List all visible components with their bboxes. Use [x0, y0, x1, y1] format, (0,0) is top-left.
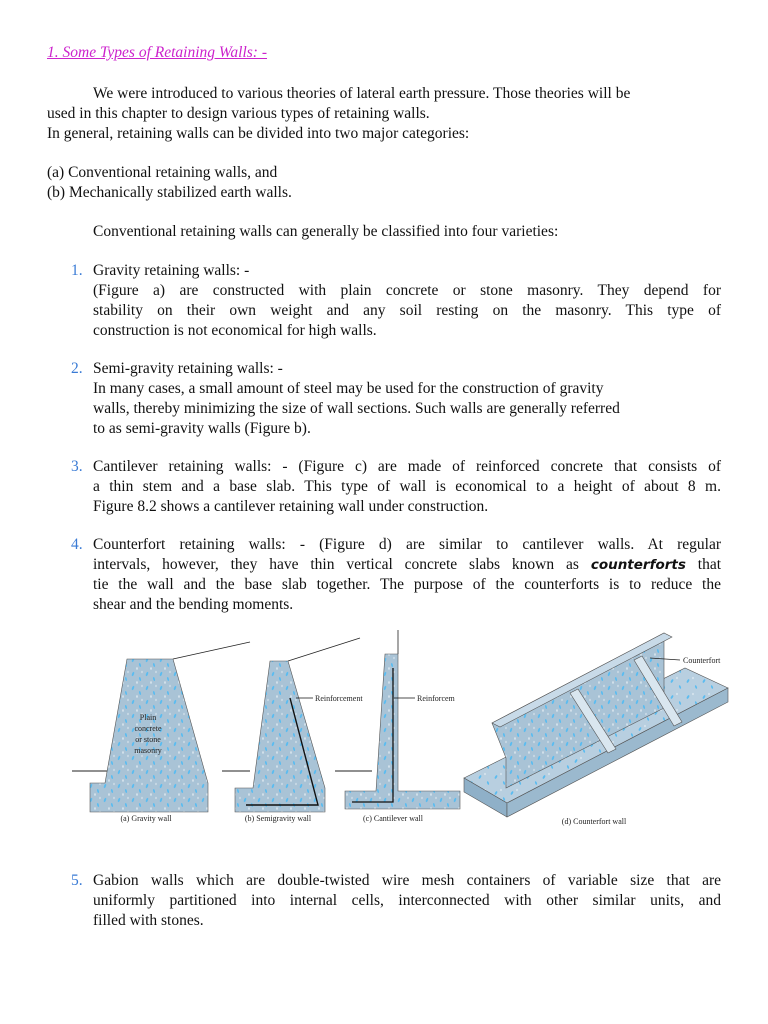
category-a: (a) Conventional retaining walls, and: [47, 164, 278, 181]
semigravity-wall-drawing: [222, 638, 363, 823]
item-number: 5.: [71, 872, 83, 889]
intro-line-1: We were introduced to various theories of lateral earth pressure. Those theories will be: [93, 85, 631, 102]
item-line: walls, thereby minimizing the size of wall sections. Such walls are generally referred: [93, 400, 620, 417]
category-b: (b) Mechanically stabilized earth walls.: [47, 184, 292, 201]
caption-semigravity: (b) Semigravity wall: [244, 814, 312, 823]
caption-cantilever: (c) Cantilever wall: [363, 814, 423, 823]
intro-line-2: used in this chapter to design various types of retaining walls.: [47, 105, 430, 122]
retaining-walls-figure: [60, 628, 740, 833]
item-line: Cantilever retaining walls: - (Figure c) are made of reinforced concrete that consists of: [93, 458, 721, 475]
section-heading: 1. Some Types of Retaining Walls: -: [47, 44, 267, 61]
item-line: stability on their own weight and any soil resting on the masonry. This type of: [93, 302, 721, 319]
item-line: Counterfort retaining walls: - (Figure d) are similar to cantilever walls. At regular: [93, 536, 721, 553]
item-line-text: intervals, however, they have thin vertical concrete slabs known as: [93, 556, 579, 573]
list-item: [93, 359, 721, 439]
reinforcement-label-b: Reinforcement: [315, 694, 363, 703]
item-line: construction is not economical for high walls.: [93, 322, 377, 339]
item-line: filled with stones.: [93, 912, 204, 929]
item-line: Gabion walls which are double-twisted wire mesh containers of variable size that are: [93, 872, 721, 889]
item-line: tie the wall and the base slab together. The purpose of the counterforts is to reduce the: [93, 576, 721, 593]
list-item: [93, 535, 721, 615]
cantilever-wall-drawing: [335, 630, 460, 823]
list-item: [93, 261, 721, 341]
list-item: [93, 457, 721, 517]
item-line: Semi-gravity retaining walls: -: [93, 360, 283, 377]
item-number: 1.: [71, 262, 83, 279]
caption-gravity: (a) Gravity wall: [120, 814, 172, 823]
item-line-text: that: [697, 556, 722, 573]
item-line: to as semi-gravity walls (Figure b).: [93, 420, 311, 437]
counterforts-emphasis: counterforts: [590, 557, 686, 573]
item-number: 3.: [71, 458, 83, 475]
item-number: 2.: [71, 360, 83, 377]
item-number: 4.: [71, 536, 83, 553]
caption-counterfort: (d) Counterfort wall: [561, 817, 627, 826]
item-line: shear and the bending moments.: [93, 596, 294, 613]
item-line: [93, 555, 721, 575]
plain-label-line: concrete: [134, 724, 162, 733]
item-line: (Figure a) are constructed with plain concrete or stone masonry. They depend for: [93, 282, 721, 299]
plain-label-line: masonry: [134, 746, 162, 755]
intro-line-3: In general, retaining walls can be divided into two major categories:: [47, 125, 470, 142]
item-line: Gravity retaining walls: -: [93, 262, 250, 279]
item-line: In many cases, a small amount of steel may be used for the construction of gravity: [93, 380, 604, 397]
item-line: Figure 8.2 shows a cantilever retaining wall under construction.: [93, 498, 489, 515]
plain-label-line: Plain: [139, 713, 157, 722]
classify-text: Conventional retaining walls can generally be classified into four varieties:: [93, 223, 559, 240]
counterfort-label: Counterfort: [683, 656, 721, 665]
counterfort-wall-drawing: [464, 633, 728, 826]
list-item: [93, 871, 721, 931]
reinforcement-label-c: Reinforcem: [417, 694, 455, 703]
item-line: a thin stem and a base slab. This type of wall is economical to a height of about 8 m.: [93, 478, 721, 495]
item-line: uniformly partitioned into internal cells, interconnected with other similar units, and: [93, 892, 721, 909]
gravity-wall-drawing: [72, 642, 250, 823]
plain-label-line: or stone: [135, 735, 161, 744]
